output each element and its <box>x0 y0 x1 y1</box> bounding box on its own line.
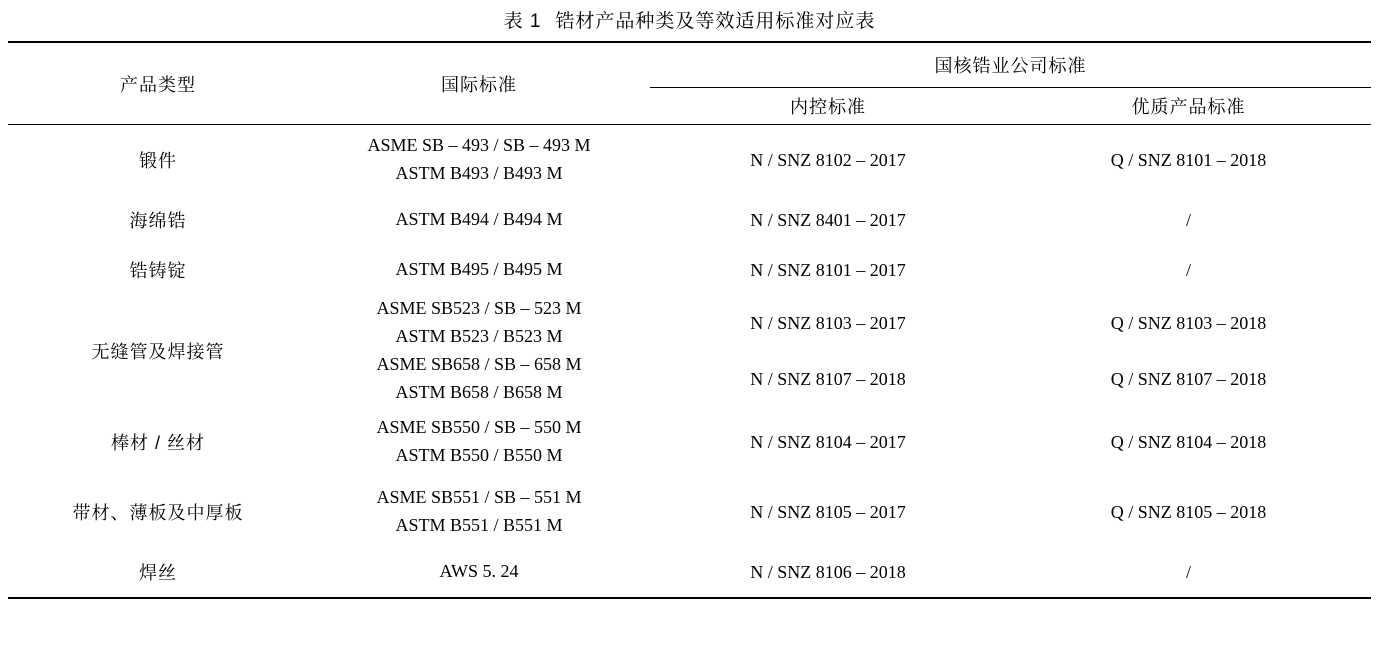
cell-internal-standard: N / SNZ 8102 – 2017 <box>650 125 1006 196</box>
header-internal-standard: 内控标准 <box>790 97 866 117</box>
cell-premium-standard: / <box>1006 547 1371 598</box>
table-row <box>8 245 1371 295</box>
cell-internal-standard: N / SNZ 8401 – 2017 <box>750 209 906 230</box>
cell-product-type: 带材、薄板及中厚板 <box>72 503 244 523</box>
cell-international-standard: ASME SB658 / SB – 658 M ASTM B658 / B658 M <box>376 354 582 402</box>
cell-international-standard: ASTM B494 / B494 M <box>395 209 563 230</box>
standards-table <box>8 41 1371 599</box>
cell-premium-standard: Q / SNZ 8105 – 2018 <box>1110 501 1267 522</box>
cell-internal-standard: N / SNZ 8104 – 2017 <box>750 431 906 452</box>
cell-international-standard: ASME SB550 / SB – 550 M ASTM B550 / B550 M <box>376 417 582 465</box>
cell-international-standard: ASME SB – 493 / SB – 493 M ASTM B493 / B493 M <box>308 125 650 196</box>
table-row <box>8 407 1371 477</box>
cell-internal-standard: N / SNZ 8103 – 2017 <box>750 312 906 333</box>
cell-premium-standard: Q / SNZ 8104 – 2018 <box>1110 431 1267 452</box>
cell-international-standard: AWS 5. 24 <box>308 547 650 598</box>
header-product-type: 产品类型 <box>8 42 308 125</box>
table-number: 表 1 <box>503 11 542 32</box>
header-international-standard: 国际标准 <box>308 42 650 125</box>
cell-internal-standard: N / SNZ 8101 – 2017 <box>750 259 906 280</box>
cell-premium-standard: Q / SNZ 8103 – 2018 <box>1110 312 1267 333</box>
header-company-standard-group: 国核锆业公司标准 <box>650 42 1371 88</box>
cell-internal-standard: N / SNZ 8107 – 2018 <box>750 368 906 389</box>
cell-product-type: 无缝管及焊接管 <box>91 342 225 362</box>
header-premium-standard: 优质产品标准 <box>1131 97 1246 117</box>
cell-product-type: 棒材 / 丝材 <box>110 433 205 453</box>
cell-product-type: 锆铸锭 <box>129 261 187 281</box>
table-row <box>8 125 1371 196</box>
table-header-row-1 <box>8 42 1371 88</box>
cell-product-type: 锻件 <box>8 125 308 196</box>
cell-product-type: 焊丝 <box>8 547 308 598</box>
cell-internal-standard: N / SNZ 8106 – 2018 <box>650 547 1006 598</box>
cell-premium-standard: Q / SNZ 8101 – 2018 <box>1006 125 1371 196</box>
cell-international-standard: ASTM B495 / B495 M <box>395 259 563 280</box>
cell-premium-standard: / <box>1185 209 1191 230</box>
cell-international-standard: ASME SB551 / SB – 551 M ASTM B551 / B551 M <box>376 487 582 535</box>
table-row <box>8 477 1371 547</box>
table-row <box>8 195 1371 245</box>
cell-internal-standard: N / SNZ 8105 – 2017 <box>750 501 906 522</box>
table-title: 锆材产品种类及等效适用标准对应表 <box>555 11 876 32</box>
table-row <box>8 547 1371 598</box>
table-caption <box>8 0 1371 41</box>
cell-premium-standard: / <box>1185 259 1191 280</box>
cell-premium-standard: Q / SNZ 8107 – 2018 <box>1110 368 1267 389</box>
table-row <box>8 295 1371 351</box>
cell-product-type: 海绵锆 <box>129 211 187 231</box>
cell-international-standard: ASME SB523 / SB – 523 M ASTM B523 / B523 M <box>376 298 582 346</box>
